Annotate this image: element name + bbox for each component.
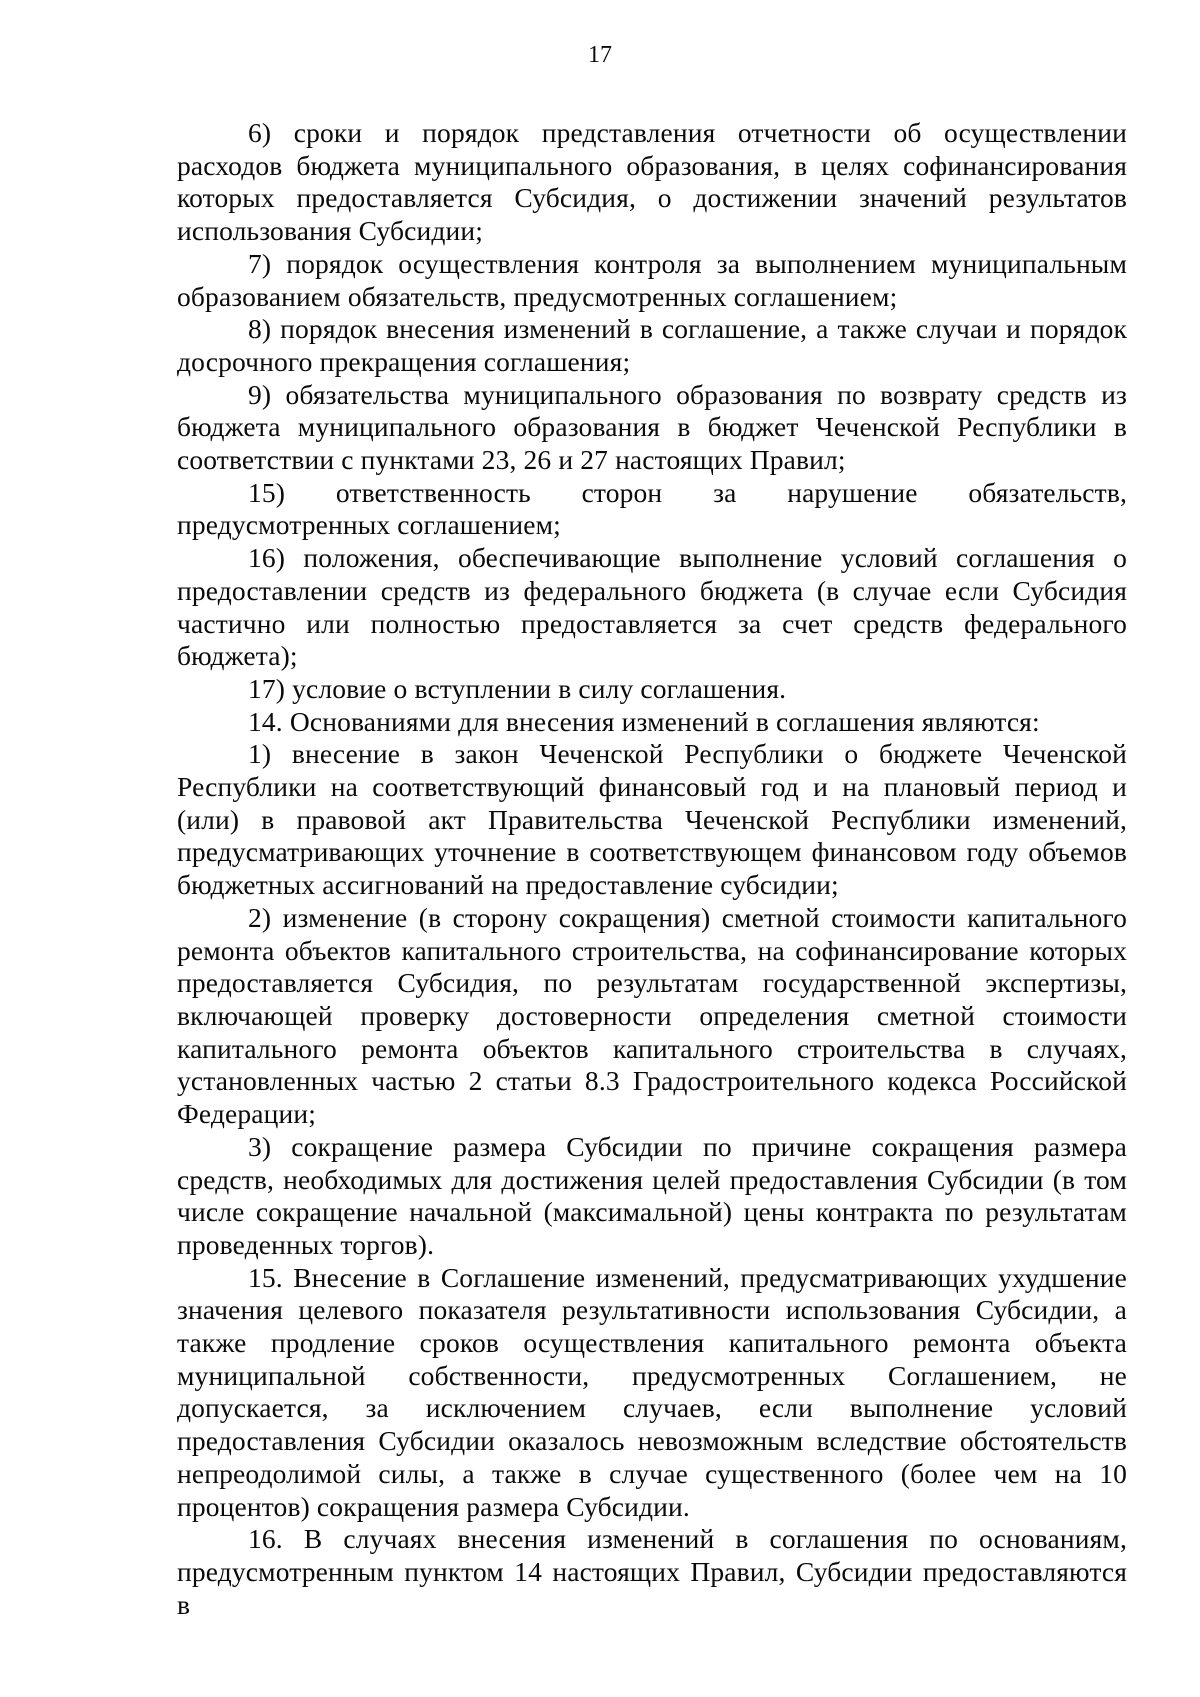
list-item-15-liability: 15) ответственность сторон за нарушение обязательств, предусмотренных соглашением; xyxy=(177,476,1127,541)
section-14-item-3: 3) сокращение размера Субсидии по причине сокращения размера средств, необходимых для достижения целей предоставления Субсидии (в том числе сокращение начальной (максимальной) цены контракта по результатам проведенных торгов). xyxy=(177,1130,1127,1260)
list-item-16-federal-conditions: 16) положения, обеспечивающие выполнение условий соглашения о предоставлении средств из федерального бюджета (в случае если Субсидия частично или полностью предоставляется за счет средств федерального бюджета); xyxy=(177,542,1127,672)
list-item-8-amendment-procedure: 8) порядок внесения изменений в соглашение, а также случаи и порядок досрочного прекращения соглашения; xyxy=(177,313,1127,377)
list-item-9-refund-obligations: 9) обязательства муниципального образования по возврату средств из бюджета муниципального образования в бюджет Чеченской Республики в соответствии с пунктами 23, 26 и 27 настоящих Правил; xyxy=(177,378,1127,476)
page-number: 17 xyxy=(588,42,612,68)
section-16-paragraph: 16. В случаях внесения изменений в соглашения по основаниям, предусмотренным пунктом 14 настоящих Правил, Субсидии предоставляются в xyxy=(177,1523,1127,1620)
section-14-item-2: 2) изменение (в сторону сокращения) сметной стоимости капитального ремонта объектов капитального строительства, на софинансирование которых предоставляется Субсидия, по результатам государственной экспертизы, включающей проверку достоверности определения сметной стоимости капитального ремонта объектов капитального строительства в случаях, установленных частью 2 статьи 8.3 Градостроительного кодекса Российской Федерации; xyxy=(177,901,1127,1130)
list-item-7-control-procedure: 7) порядок осуществления контроля за выполнением муниципальным образованием обязательств, предусмотренных соглашением; xyxy=(177,247,1127,312)
document-body xyxy=(177,117,1127,1621)
section-14-item-1: 1) внесение в закон Чеченской Республики о бюджете Чеченской Республики на соответствующий финансовый год и на плановый период и (или) в правовой акт Правительства Чеченской Республики изменений, предусматривающих уточнение в соответствующем финансовом году объемов бюджетных ассигнований на предоставление субсидии; xyxy=(177,738,1127,901)
list-item-6-reporting-terms: 6) сроки и порядок представления отчетности об осуществлении расходов бюджета муниципального образования, в целях софинансирования которых предоставляется Субсидия, о достижении значений результатов использования Субсидии; xyxy=(177,117,1127,247)
section-15-paragraph: 15. Внесение в Соглашение изменений, предусматривающих ухудшение значения целевого показателя результативности использования Субсидии, а также продление сроков осуществления капитального ремонта объекта муниципальной собственности, предусмотренных Соглашением, не допускается, за исключением случаев, если выполнение условий предоставления Субсидии оказалось невозможным вследствие обстоятельств непреодолимой силы, а также в случае существенного (более чем на 10 процентов) сокращения размера Субсидии. xyxy=(177,1261,1127,1522)
section-14-heading: 14. Основаниями для внесения изменений в соглашения являются: xyxy=(248,705,1040,737)
list-item-17-entry-into-force: 17) условие о вступлении в силу соглашения. xyxy=(248,672,787,704)
